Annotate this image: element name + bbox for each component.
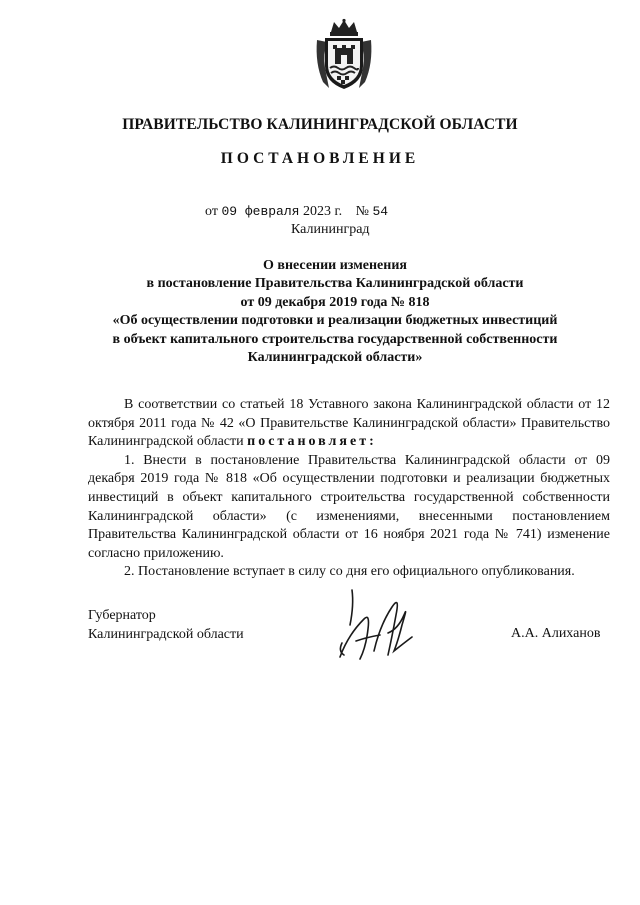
handwritten-signature <box>330 585 420 665</box>
document-type: ПОСТАНОВЛЕНИЕ <box>220 150 420 167</box>
subject-line: от 09 декабря 2019 года № 818 <box>240 294 430 310</box>
government-title: ПРАВИТЕЛЬСТВО КАЛИНИНГРАДСКОЙ ОБЛАСТИ <box>122 116 518 133</box>
number-sign: № <box>355 204 369 219</box>
date-year: 2023 г. <box>302 204 343 219</box>
date-prefix: от <box>205 204 218 219</box>
document-subject <box>60 257 610 367</box>
subject-line: Калининградской области» <box>247 350 423 366</box>
position-line-1: Губернатор <box>88 608 156 623</box>
date-value: 09 февраля <box>221 204 300 219</box>
subject-line: «Об осуществлении подготовки и реализации бюджетных инвестиций <box>112 313 558 329</box>
document-number: 54 <box>372 204 389 219</box>
city: Калининград <box>291 222 370 237</box>
item-2-paragraph: 2. Постановление вступает в силу со дня его официального опубликования. <box>124 564 575 580</box>
subject-line: в объект капитального строительства государственной собственности <box>112 331 558 347</box>
position-line-2: Калининградской области <box>88 626 244 642</box>
coat-of-arms-icon <box>311 18 377 92</box>
document-body <box>88 396 610 582</box>
signatory-position <box>88 607 244 644</box>
subject-line: О внесении изменения <box>263 258 407 273</box>
date-line <box>205 204 388 220</box>
signatory-name: А.А. Алиханов <box>511 626 601 641</box>
preamble-text: В соответствии со статьей 18 Уставного закона Калининградской области от 12 октября 2011 года № 42 «О Правительстве Калининградской области» Правительство Калининградской области <box>88 397 610 450</box>
subject-line: в постановление Правительства Калининградской области <box>146 276 524 292</box>
item-1-paragraph: 1. Внести в постановление Правительства Калининградской области от 09 декабря 2019 года № 818 «Об осуществлении подготовки и реализации бюджетных инвестиций в объект капитального строительства государственной собственности Калининградской области» (с изменениями, внесенными постановлением Правительства Калининградской области от 16 ноября 2021 года № 741) изменение согласно приложению. <box>88 452 610 561</box>
preamble-paragraph <box>88 396 610 452</box>
resolves-keyword: постановляет: <box>247 434 377 450</box>
